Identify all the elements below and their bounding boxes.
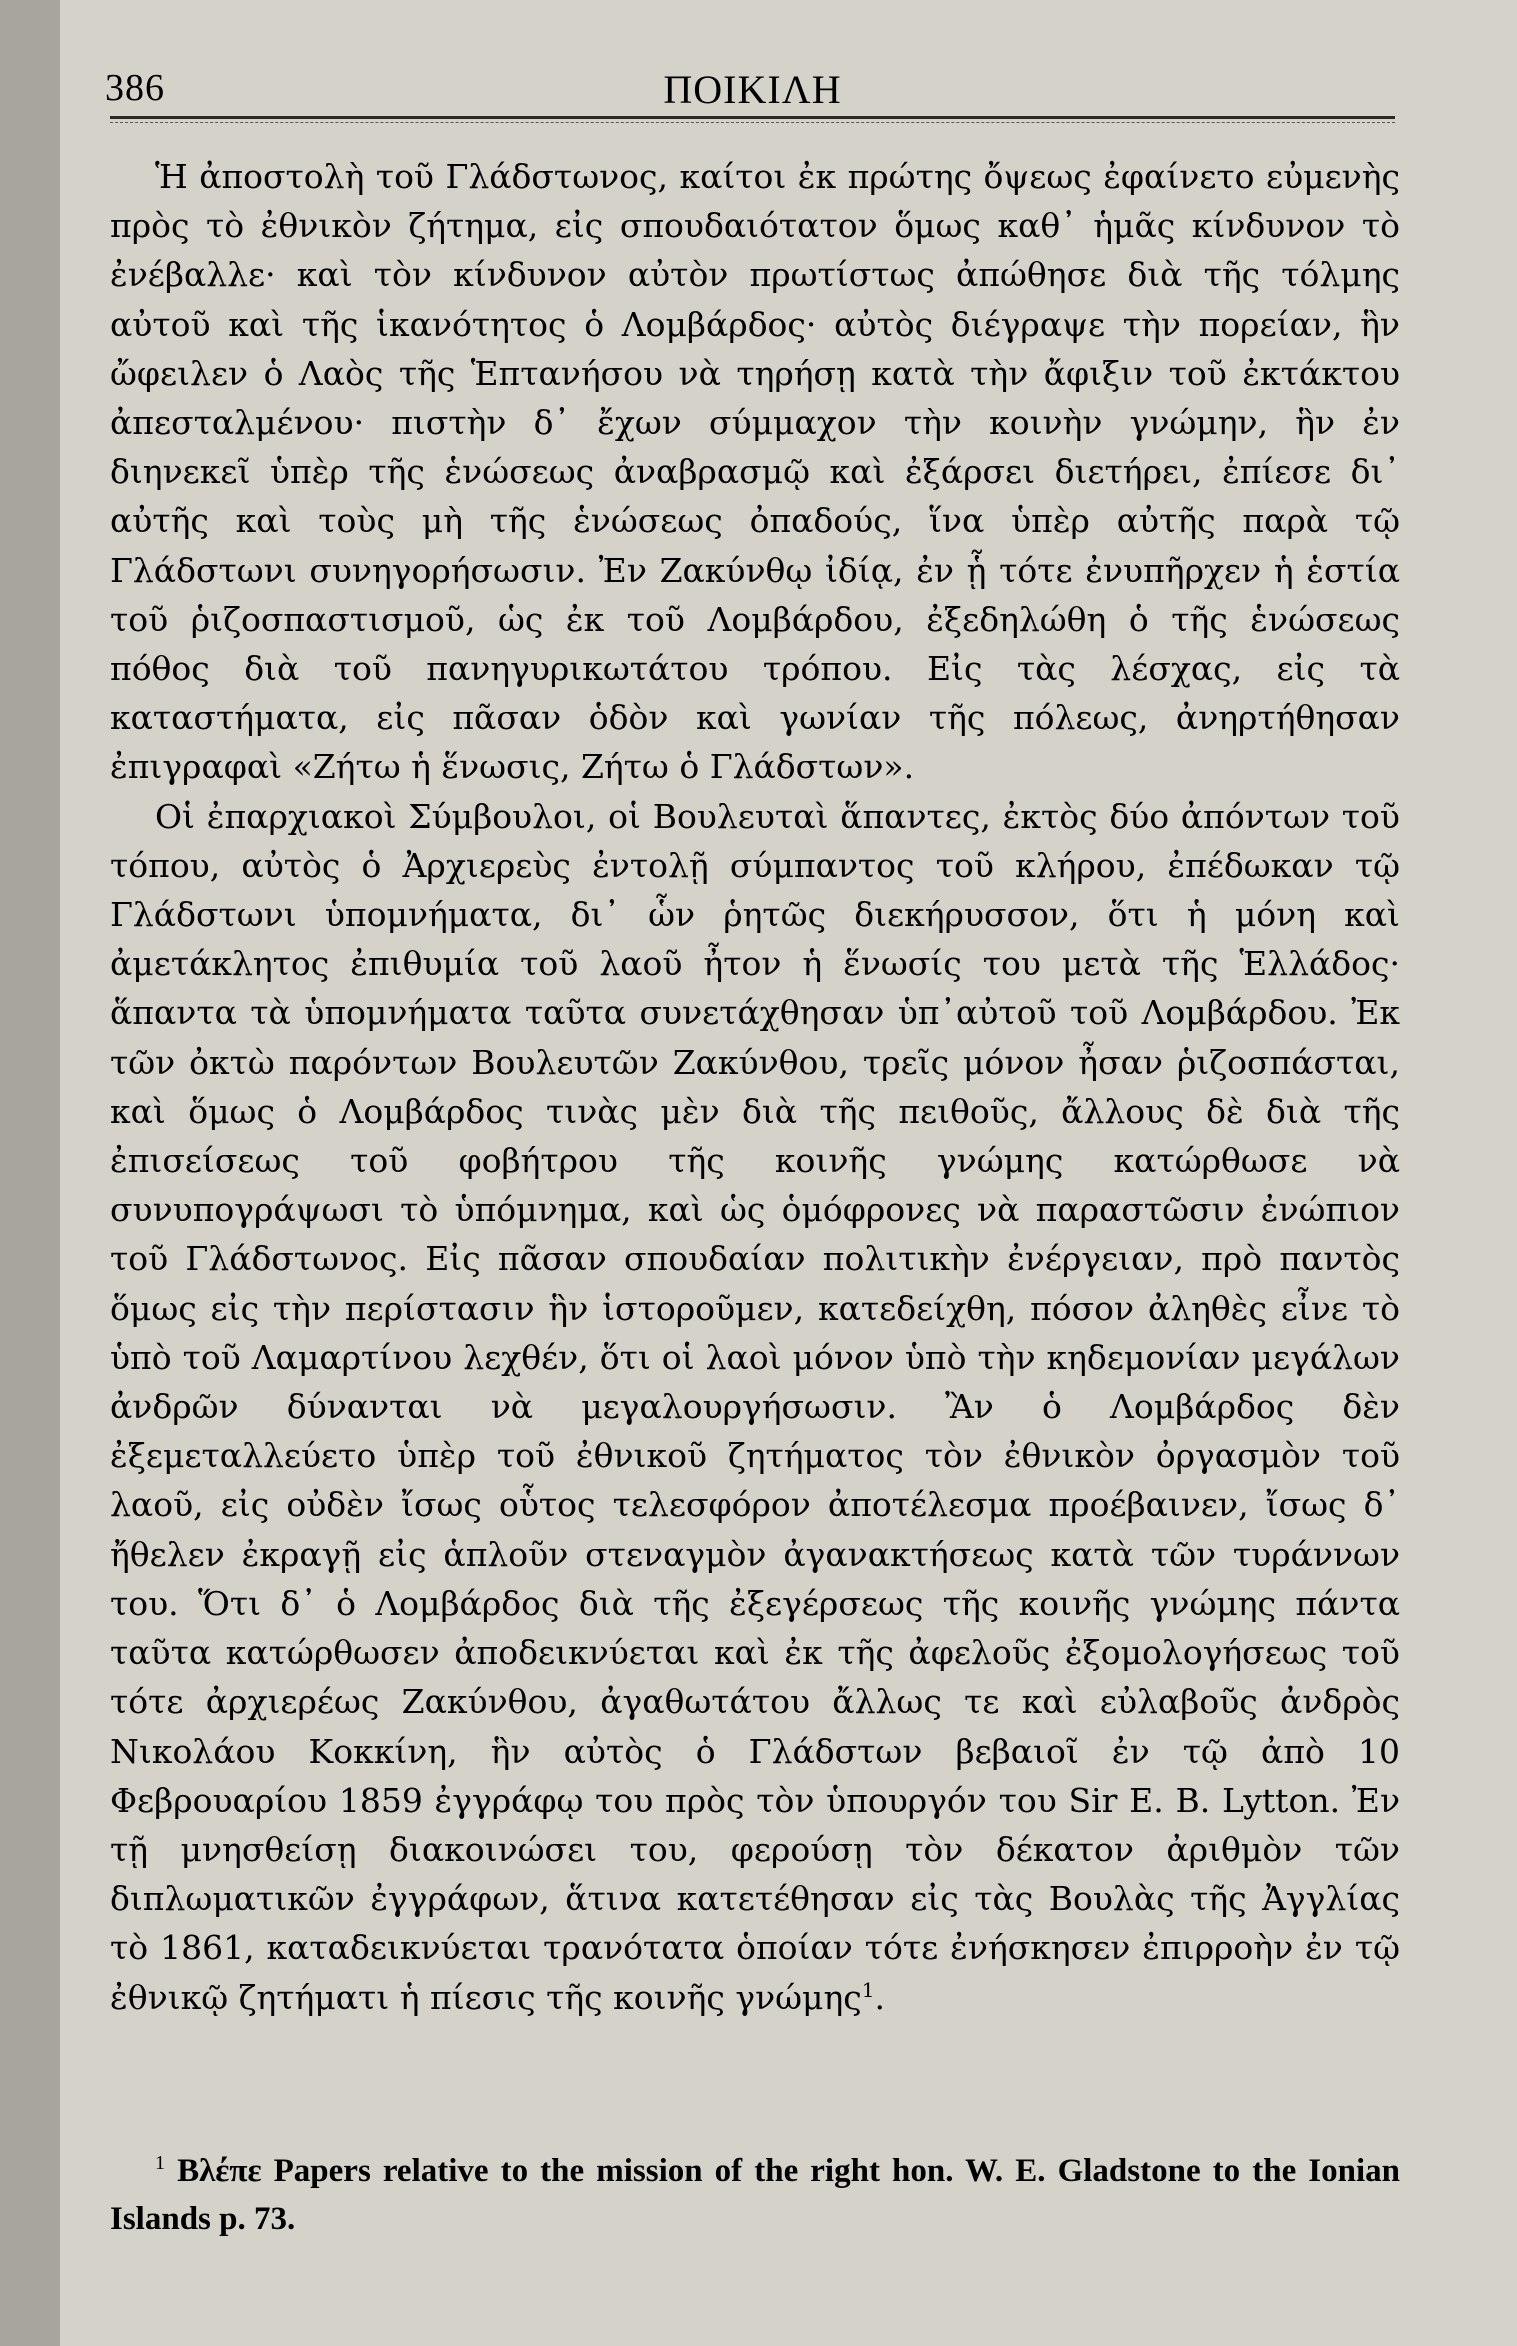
body-text bbox=[110, 152, 1400, 2022]
header-rule bbox=[110, 116, 1395, 119]
footnote bbox=[110, 2147, 1400, 2243]
page-header bbox=[105, 60, 1400, 120]
footnote-number: 1 bbox=[155, 2152, 165, 2174]
footnote-text: Βλέπε Papers relative to the mission of the right hon. W. E. Gladstone to the Ionian Islands p. 73. bbox=[110, 2153, 1400, 2237]
page-number: 386 bbox=[105, 67, 165, 109]
paragraph-text: Οἱ ἐπαρχιακοὶ Σύμβουλοι, οἱ Βουλευταὶ ἅπαντες, ἐκτὸς δύο ἀπόντων τοῦ τόπου, αὐτὸς ὁ Ἀρχιερεὺς ἐντολῇ σύμπαντος τοῦ κλήρου, ἐπέδωκαν τῷ Γλάδστωνι ὑπομνήματα, δι᾽ ὧν ῥητῶς διεκήρυσσον, ὅτι ἡ μόνη καὶ ἀμετάκλητος ἐπιθυμία τοῦ λαοῦ ἦτον ἡ ἕνωσίς του μετὰ τῆς Ἑλλάδος· ἅπαντα τὰ ὑπομνήματα ταῦτα συνετάχθησαν ὑπ᾽αὐτοῦ τοῦ Λομβάρδου. Ἐκ τῶν ὀκτὼ παρόντων Βουλευτῶν Ζακύνθου, τρεῖς μόνον ἦσαν ῥιζοσπάσται, καὶ ὅμως ὁ Λομβάρδος τινὰς μὲν διὰ τῆς πειθοῦς, ἄλλους δὲ διὰ τῆς ἐπισείσεως τοῦ φοβήτρου τῆς κοινῆς γνώμης κατώρθωσε νὰ συνυπογράψωσι τὸ ὑπόμνημα, καὶ ὡς ὁμόφρονες νὰ παραστῶσιν ἐνώπιον τοῦ Γλάδστωνος. Εἰς πᾶσαν σπουδαίαν πολιτικὴν ἐνέργειαν, πρὸ παντὸς ὅμως εἰς τὴν περίστασιν ἣν ἱστοροῦμεν, κατεδείχθη, πόσον ἀληθὲς εἶνε τὸ ὑπὸ τοῦ Λαμαρτίνου λεχθέν, ὅτι οἱ λαοὶ μόνον ὑπὸ τὴν κηδεμονίαν μεγάλων ἀνδρῶν δύνανται νὰ μεγαλουργήσωσιν. Ἂν ὁ Λομβάρδος δὲν ἐξεμεταλλεύετο ὑπὲρ τοῦ ἐθνικοῦ ζητήματος τὸν ἐθνικὸν ὀργασμὸν τοῦ λαοῦ, εἰς οὐδὲν ἴσως οὗτος τελεσφόρον ἀποτέλεσμα προέβαινεν, ἴσως δ᾽ ἤθελεν ἐκραγῇ εἰς ἁπλοῦν στεναγμὸν ἀγανακτήσεως κατὰ τῶν τυράννων του. Ὅτι δ᾽ ὁ Λομβάρδος διὰ τῆς ἐξεγέρσεως τῆς κοινῆς γνώμης πάντα ταῦτα κατώρθωσεν ἀποδεικνύεται καὶ ἐκ τῆς ἀφελοῦς ἐξομολογήσεως τοῦ τότε ἀρχιερέως Ζακύνθου, ἀγαθωτάτου ἄλλως τε καὶ εὐλαβοῦς ἀνδρὸς Νικολάου Κοκκίνη, ἣν αὐτὸς ὁ Γλάδστων βεβαιοῖ ἐν τῷ ἀπὸ 10 Φεβρουαρίου 1859 ἐγγράφῳ του πρὸς τὸν ὑπουργόν του Sir E. B. Lytton. Ἐν τῇ μνησθείσῃ διακοινώσει του, φερούσῃ τὸν δέκατον ἀριθμὸν τῶν διπλωματικῶν ἐγγράφων, ἅτινα κατετέθησαν εἰς τὰς Βουλὰς τῆς Ἀγγλίας τὸ 1861, καταδεικνύεται τρανότατα ὁποίαν τότε ἐνήσκησεν ἐπιρροὴν ἐν τῷ ἐθνικῷ ζητήματι ἡ πίεσις τῆς κοινῆς γνώμης bbox=[110, 796, 1400, 2017]
book-gutter bbox=[0, 0, 60, 2346]
header-rule-dashed bbox=[110, 122, 1395, 123]
paragraph: Ἡ ἀποστολὴ τοῦ Γλάδστωνος, καίτοι ἐκ πρώτης ὄψεως ἐφαίνετο εὐμενὴς πρὸς τὸ ἐθνικὸν ζήτημα, εἰς σπουδαιότατον ὅμως καθ᾽ ἡμᾶς κίνδυνον τὸ ἐνέβαλλε· καὶ τὸν κίνδυνον αὐτὸν πρωτίστως ἀπώθησε διὰ τῆς τόλμης αὐτοῦ καὶ τῆς ἱκανότητος ὁ Λομβάρδος· αὐτὸς διέγραψε τὴν πορείαν, ἣν ὤφειλεν ὁ Λαὸς τῆς Ἑπτανήσου νὰ τηρήσῃ κατὰ τὴν ἄφιξιν τοῦ ἐκτάκτου ἀπεσταλμένου· πιστὴν δ᾽ ἔχων σύμμαχον τὴν κοινὴν γνώμην, ἣν ἐν διηνεκεῖ ὑπὲρ τῆς ἑνώσεως ἀναβρασμῷ καὶ ἐξάρσει διετήρει, ἐπίεσε δι᾽ αὐτῆς καὶ τοὺς μὴ τῆς ἑνώσεως ὀπαδούς, ἵνα ὑπὲρ αὐτῆς παρὰ τῷ Γλάδστωνι συνηγορήσωσιν. Ἐν Ζακύνθῳ ἰδίᾳ, ἐν ᾗ τότε ἐνυπῆρχεν ἡ ἑστία τοῦ ῥιζοσπαστισμοῦ, ὡς ἐκ τοῦ Λομβάρδου, ἐξεδηλώθη ὁ τῆς ἑνώσεως πόθος διὰ τοῦ πανηγυρικωτάτου τρόπου. Εἰς τὰς λέσχας, εἰς τὰ καταστήματα, εἰς πᾶσαν ὁδὸν καὶ γωνίαν τῆς πόλεως, ἀνηρτήθησαν ἐπιγραφαὶ «Ζήτω ἡ ἕνωσις, Ζήτω ὁ Γλάδστων». bbox=[110, 157, 1400, 787]
paragraph: Οἱ ἐπαρχιακοὶ Σύμβουλοι, οἱ Βουλευταὶ ἅπαντες, ἐκτὸς δύο ἀπόντων τοῦ τόπου, αὐτὸς ὁ Ἀρχιερεὺς ἐντολῇ σύμπαντος τοῦ κλήρου, ἐπέδωκαν τῷ Γλάδστωνι ὑπομνήματα, δι᾽ ὧν ῥητῶς διεκήρυσσον, ὅτι ἡ μόνη καὶ ἀμετάκλητος ἐπιθυμία τοῦ λαοῦ ἦτον ἡ ἕνωσίς του μετὰ τῆς Ἑλλάδος· ἅπαντα τὰ ὑπομνήματα ταῦτα συνετάχθησαν ὑπ᾽αὐτοῦ τοῦ Λομβάρδου. Ἐκ τῶν ὀκτὼ παρόντων Βουλευτῶν Ζακύνθου, τρεῖς μόνον ἦσαν ῥιζοσπάσται, καὶ ὅμως ὁ Λομβάρδος τινὰς μὲν διὰ τῆς πειθοῦς, ἄλλους δὲ διὰ τῆς ἐπισείσεως τοῦ φοβήτρου τῆς κοινῆς γνώμης κατώρθωσε νὰ συνυπογράψωσι τὸ ὑπόμνημα, καὶ ὡς ὁμόφρονες νὰ παραστῶσιν ἐνώπιον τοῦ Γλάδστωνος. Εἰς πᾶσαν σπουδαίαν πολιτικὴν ἐνέργειαν, πρὸ παντὸς ὅμως εἰς τὴν περίστασιν ἣν ἱστοροῦμεν, κατεδείχθη, πόσον ἀληθὲς εἶνε τὸ ὑπὸ τοῦ Λαμαρτίνου λεχθέν, ὅτι οἱ λαοὶ μόνον ὑπὸ τὴν κηδεμονίαν μεγάλων ἀνδρῶν δύνανται νὰ μεγαλουργήσωσιν. Ἂν ὁ Λομβάρδος δὲν ἐξεμεταλλεύετο ὑπὲρ τοῦ ἐθνικοῦ ζητήματος τὸν ἐθνικὸν ὀργασμὸν τοῦ λαοῦ, εἰς οὐδὲν ἴσως οὗτος τελεσφόρον ἀποτέλεσμα προέβαινεν, ἴσως δ᾽ ἤθελεν ἐκραγῇ εἰς ἁπλοῦν στεναγμὸν ἀγανακτήσεως κατὰ τῶν τυράννων του. Ὅτι δ᾽ ὁ Λομβάρδος διὰ τῆς ἐξεγέρσεως τῆς κοινῆς γνώμης πάντα ταῦτα κατώρθωσεν ἀποδεικνύεται καὶ ἐκ τῆς ἀφελοῦς ἐξομολογήσεως τοῦ τότε ἀρχιερέως Ζακύνθου, ἀγαθωτάτου ἄλλως τε καὶ εὐλαβοῦς ἀνδρὸς Νικολάου Κοκκίνη, ἣν αὐτὸς ὁ Γλάδστων βεβαιοῖ ἐν τῷ ἀπὸ 10 Φεβρουαρίου 1859 ἐγγράφῳ του πρὸς τὸν ὑπουργόν του Sir E. B. Lytton. Ἐν τῇ μνησθείσῃ διακοινώσει του, φερούσῃ τὸν δέκατον ἀριθμὸν τῶν διπλωματικῶν ἐγγράφων, ἅτινα κατετέθησαν εἰς τὰς Βουλὰς τῆς Ἀγγλίας τὸ 1861, καταδεικνύεται τρανότατα ὁποίαν τότε ἐνήσκησεν ἐπιρροὴν ἐν τῷ ἐθνικῷ ζητήματι ἡ πίεσις τῆς κοινῆς γνώμης$^1$. bbox=[110, 796, 1400, 2017]
running-title: ΠΟΙΚΙΛΗ bbox=[663, 67, 842, 112]
footnote-marker: 1 bbox=[861, 1977, 875, 2002]
